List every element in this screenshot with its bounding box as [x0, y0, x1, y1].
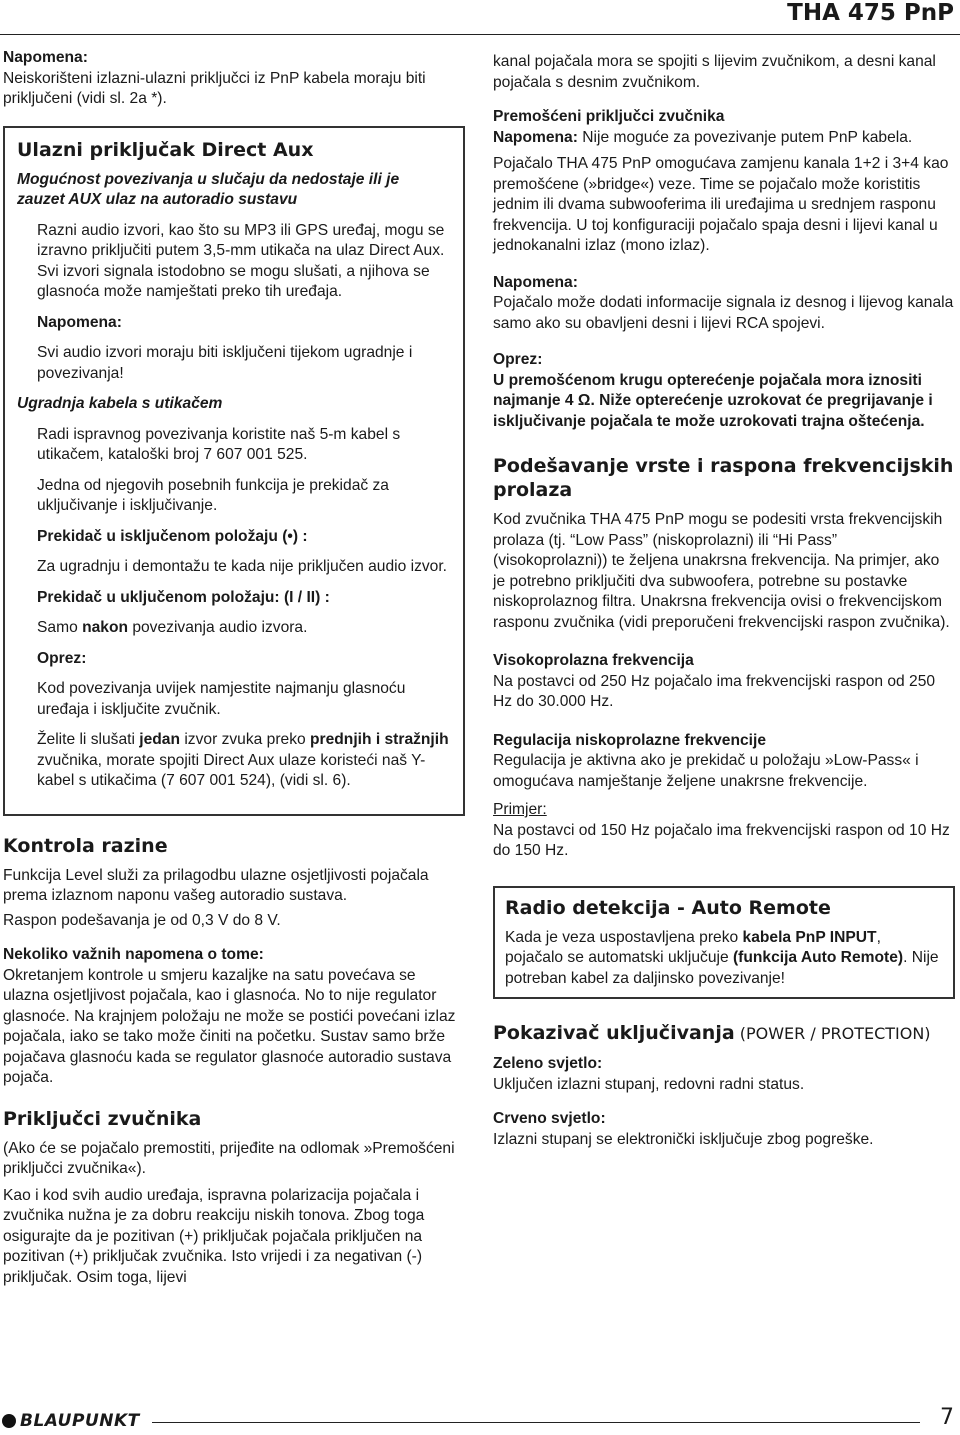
- auto-remote-text: [505, 928, 943, 990]
- power-title-main: Pokazivač uključivanja: [493, 1022, 735, 1044]
- bridge-caution-text: U premošćenom krugu opterećenje pojačala mora iznositi najmanje 4 Ω. Niže opterećenje uzrokovat će pregrijavanje i isključivanje pojačala te može uzrokovati trajna oštećenja.: [493, 371, 933, 430]
- aux-para: Razni audio izvori, kao što su MP3 ili GPS uređaj, mogu se izravno priključiti putem 3,5-mm utikača na ulaz Direct Aux. Svi izvori signala istodobno se mogu slušati, a njihova se glasnoća može namještati preko tih uređaja.: [37, 221, 445, 300]
- red-heading: Crveno svjetlo:: [493, 1110, 606, 1127]
- note-text: Neiskorišteni izlazni-ulazni priključci iz PnP kabela moraju biti priključeni (vidi sl. 2a *).: [3, 69, 426, 107]
- speaker-text-1: (Ako će se pojačalo premostiti, prijeđite na odlomak »Premošćeni priključci zvučnika«).: [3, 1139, 455, 1177]
- level-title: Kontrola razine: [3, 834, 168, 857]
- y-post: zvučnika, morate spojiti Direct Aux ulaze koristeći naš Y-kabel s utikačima (7 607 001 524), (vidi sl. 6).: [37, 751, 426, 789]
- aux-note-text: Svi audio izvori moraju biti isključeni tijekom ugradnje i povezivanja!: [37, 344, 413, 382]
- notes-text: Okretanjem kontrole u smjeru kazaljke na satu povećava se ulazna osjetljivost pojačala, kao i glasnoća. No to nije regulator glasnoće. Na krajnjem položaju ne može se postići povećani izlaz pojačala, iako se tako može činiti na početku. Sustav samo brže pojačava glasnoću kada se regulator glasnoće autoradio sustava pojača.: [3, 966, 456, 1086]
- caution-label: Oprez:: [37, 649, 87, 667]
- y-bold-1: jedan: [139, 731, 180, 748]
- cable-body: [17, 425, 451, 792]
- y-mid: izvor zvuka preko: [180, 731, 310, 748]
- on-text-bold: nakon: [82, 619, 128, 636]
- green-heading: Zeleno svjetlo:: [493, 1055, 603, 1072]
- on-text-post: povezivanja audio izvora.: [128, 619, 308, 636]
- cable-heading: Ugradnja kabela s utikačem: [17, 395, 223, 412]
- on-text: [37, 618, 451, 639]
- notes-heading: Nekoliko važnih napomena o tome:: [3, 946, 264, 963]
- auto-remote-t2: , pojačalo se automatski uključuje: [505, 928, 881, 966]
- freq-title: Podešavanje vrste i raspona frekvencijskih prolaza: [493, 455, 954, 501]
- left-column: [3, 48, 465, 1298]
- note-label: Napomena:: [3, 49, 88, 66]
- aux-body: [17, 221, 451, 385]
- example-label: Primjer:: [493, 801, 547, 818]
- on-text-pre: Samo: [37, 619, 83, 636]
- bridge-note-label: Napomena:: [493, 128, 578, 146]
- y-pre: Želite li slušati: [37, 731, 140, 748]
- auto-remote-box: [493, 886, 955, 1000]
- green-text: Uključen izlazni stupanj, redovni radni status.: [493, 1075, 805, 1093]
- lp-heading: Regulacija niskoprolazne frekvencije: [493, 731, 766, 749]
- logo-text: BLAUPUNKT: [20, 1411, 140, 1431]
- caution-text: Kod povezivanja uvijek namjestite najmanju glasnoću uređaja i isključite zvučnik.: [37, 680, 406, 718]
- auto-remote-b2: (funkcija Auto Remote): [732, 949, 904, 966]
- bridge-note: [493, 128, 955, 149]
- bridge-text: Pojačalo THA 475 PnP omogućava zamjenu kanala 1+2 i 3+4 kao premošćene (»bridge«) veze. Time se pojačalo može koristitis jednim ili dvama subwooferima ili uređajima u srednjem rasponu frekvencija. U toj konfiguraciji pojačalo spaja desni i lijevi kanal u jednokanalni izlaz (mono izlaz).: [493, 155, 949, 254]
- speaker-title: Priključci zvučnika: [3, 1107, 202, 1130]
- power-title-sub: (POWER / PROTECTION): [734, 1024, 931, 1043]
- header-rule: [0, 34, 960, 35]
- continuation-text: kanal pojačala mora se spojiti s lijevim zvučnikom, a desni kanal pojačala s desnim zvučnikom.: [493, 53, 936, 91]
- auto-remote-title: Radio detekcija - Auto Remote: [505, 896, 831, 919]
- on-heading: Prekidač u uključenom položaju: (I / II) :: [37, 588, 330, 606]
- y-cable-text: [37, 730, 451, 792]
- level-range: Raspon podešavanja je od 0,3 V do 8 V.: [3, 911, 281, 929]
- hp-text: Na postavci od 250 Hz pojačalo ima frekvencijski raspon od 250 Hz do 30.000 Hz.: [493, 672, 936, 710]
- brand-logo: [2, 1411, 140, 1432]
- model-title: THA 475 PnP: [787, 0, 954, 26]
- auto-remote-t3: . Nije potreban kabel za daljinsko povezivanje!: [505, 949, 939, 987]
- speaker-text-2: Kao i kod svih audio uređaja, ispravna polarizacija pojačala i zvučnika nužna je za dobru reakciju niskih tonova. Zbog toga osigurajte da je pozitivan (+) priključak pojačala priključen na pozitivan (+) priključak zvučnika. Isto vrijedi i za negativan (-) priključak. Osim toga, lijevi: [3, 1186, 425, 1286]
- red-text: Izlazni stupanj se elektronički isključuje zbog pogreške.: [493, 1130, 874, 1148]
- aux-note-label: Napomena:: [37, 313, 122, 331]
- switch-text: Jedna od njegovih posebnih funkcija je prekidač za uključivanje i isključivanje.: [37, 476, 389, 514]
- right-column: [493, 52, 955, 1160]
- bridge-note-text: Nije moguće za povezivanje putem PnP kabela.: [577, 128, 913, 146]
- logo-dot-icon: [2, 1414, 16, 1428]
- page-number: 7: [940, 1405, 954, 1430]
- aux-subtitle: Mogućnost povezivanja u slučaju da nedostaje ili je zauzet AUX ulaz na autoradio sustavu: [17, 170, 400, 208]
- auto-remote-b1: kabela PnP INPUT: [742, 928, 877, 946]
- power-title: [493, 1021, 955, 1046]
- level-text: Funkcija Level služi za prilagodbu ulazne osjetljivosti pojačala prema izlaznom naponu vašeg autoradio sustava.: [3, 866, 429, 904]
- note2-label: Napomena:: [493, 273, 578, 291]
- aux-title: Ulazni priključak Direct Aux: [17, 138, 314, 161]
- freq-text: Kod zvučnika THA 475 PnP mogu se podesiti vrsta frekvencijskih prolaza (tj. “Low Pass” (niskoprolazni) ili “Hi Pass” (visokoprolazni)) te željena unakrsna frekvencija. Na primjer, ako je potrebno priključiti dva subwoofera, potrebne su postavke niskoprolaznog filtra. Unakrsna frekvencija ovisi o frekvencijskom rasponu zvučnika (vidi preporučeni frekvencijski raspon zvučnika).: [493, 511, 950, 631]
- note2-text: Pojačalo može dodati informacije signala iz desnog i lijevog kanala samo ako su obavljeni desni i lijevi RCA spojevi.: [493, 294, 954, 332]
- footer-rule: [152, 1422, 920, 1423]
- off-heading: Prekidač u isključenom položaju (•) :: [37, 527, 308, 545]
- off-text: Za ugradnju i demontažu te kada nije priključen audio izvor.: [37, 558, 448, 575]
- hp-heading: Visokoprolazna frekvencija: [493, 652, 694, 669]
- direct-aux-box: [3, 126, 465, 816]
- bridge-caution-label: Oprez:: [493, 351, 543, 368]
- example-text: Na postavci od 150 Hz pojačalo ima frekvencijski raspon od 10 Hz do 150 Hz.: [493, 821, 950, 859]
- cable-text: Radi ispravnog povezivanja koristite naš 5-m kabel s utikačem, kataloški broj 7 607 001 525.: [37, 425, 401, 463]
- lp-text: Regulacija je aktivna ako je prekidač u položaju »Low-Pass« i omogućava namještanje željene unakrsne frekvencije.: [493, 752, 919, 790]
- bridge-heading: Premošćeni priključci zvučnika: [493, 108, 725, 125]
- y-bold-2: prednjih i stražnjih: [310, 731, 449, 748]
- auto-remote-t1: Kada je veza uspostavljena preko: [505, 928, 743, 946]
